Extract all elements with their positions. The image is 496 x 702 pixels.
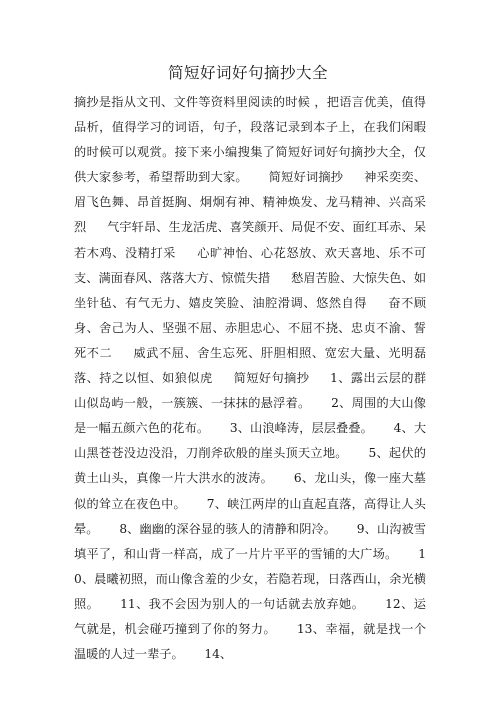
section-heading-sentences: 简短好句摘抄 [233,371,310,386]
sentence-item: 6、龙山头，像一座大墓似的耸立在夜色中。 [74,471,426,511]
word-group: 奋不顾身、舍己为人、坚强不屈、赤胆忠心、不屈不挠、忠贞不渝、誓死不二 [74,295,427,360]
word-group: 威武不屈、舍生忘死、肝胆相照、宽宏大量、光明磊落、持之以恒、如狼似虎 [74,345,427,386]
page-title: 简短好词好句摘抄大全 [167,64,328,82]
sentence-item: 12、运气就是，机会碰巧撞到了你的努力。 [74,596,426,636]
sentence-item: 9、山沟被雪填平了，和山背一样高，成了一片片平平的雪铺的大广场。 [74,521,426,561]
sentence-item: 3、山浪峰涛，层层叠叠。 [229,421,373,436]
word-group: 愁眉苦脸、大惊失色、如坐针毡、有气无力、嬉皮笑脸、油腔滑调、悠然自得 [74,270,427,310]
sentence-item: 4、大山黑苍苍没边没沿，刀削斧砍般的崖头顶天立地。 [74,421,427,461]
body-text [74,90,426,667]
sentence-item: 8、幽幽的深谷显的骇人的清静和阴冷。 [119,521,337,536]
sentence-item: 2、周围的大山像是一幅五颜六色的花布。 [74,396,426,436]
intro-paragraph: 摘抄是指从文刊、文件等资料里阅读的时候 ，把语言优美，值得品析，值得学习的词语，句子，段落记录到本子上，在我们闲暇的时候可以观赏。接下来小编搜集了简短好词好句摘抄大全，仅供大家参考，希望帮助到大家。 [74,95,426,185]
word-group: 神采奕奕、眉飞色舞、昂首挺胸、炯炯有神、精神焕发、龙马精神、兴高采烈 [74,170,427,235]
sentence-item: 1、露出云层的群山似岛屿一般，一簇簇、一抹抹的悬浮着。 [74,371,427,411]
word-group: 气宇轩昂、生龙活虎、喜笑颜开、局促不安、面红耳赤、呆若木鸡、没精打采 [74,220,427,260]
section-heading-words: 简短好词摘抄 [268,170,344,185]
sentence-item: 5、起伏的黄土山头，真像一片大洪水的波涛。 [74,446,426,486]
sentence-item: 14、 [204,647,233,662]
word-group: 心旷神怡、心花怒放、欢天喜地、乐不可支、满面春风、落落大方、惊慌失措 [74,245,427,285]
sentence-item: 13、幸福，就是找一个温暖的人过一辈子。 [74,621,427,662]
sentence-item: 11、我不会因为别人的一句话就去放弃她。 [120,596,365,611]
sentence-item: 7、峡江两岸的山直起直落，高得让人头晕。 [74,496,426,536]
sentence-item: 10、晨曦初照，而山像含羞的少女，若隐若现，日落西山，余光横照。 [74,546,426,611]
